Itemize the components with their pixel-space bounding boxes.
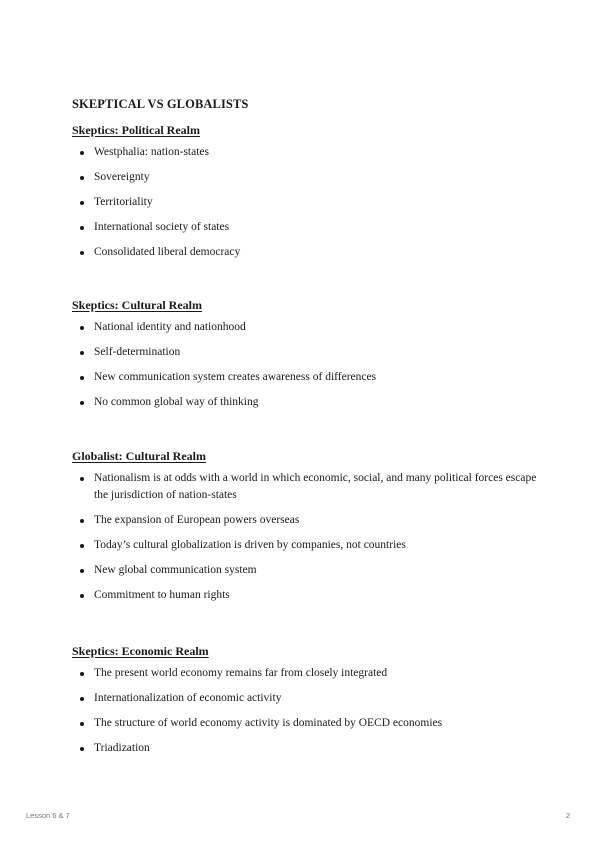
footer-lesson-label: Lesson 6 & 7: [26, 811, 70, 820]
list-item: [72, 740, 542, 757]
list-item-text: International society of states: [94, 221, 230, 233]
list-item-text: The present world economy remains far from closely integrated: [94, 667, 388, 679]
list-item: [72, 169, 542, 186]
bullet-icon: [80, 697, 84, 701]
section-skeptics-cultural: [72, 297, 542, 411]
list-item: [72, 194, 542, 211]
page-title: SKEPTICAL VS GLOBALISTS: [72, 97, 249, 111]
list-item: [72, 369, 542, 386]
list-item: [72, 665, 542, 682]
list-item: [72, 562, 542, 579]
bullet-icon: [80, 226, 84, 230]
bullet-icon: [80, 722, 84, 726]
list-item: [72, 394, 542, 411]
bullet-list: [72, 144, 542, 261]
bullet-icon: [80, 251, 84, 255]
bullet-icon: [80, 594, 84, 598]
section-skeptics-political: [72, 122, 542, 261]
list-item: [72, 512, 542, 529]
list-item-text: Self-determination: [94, 346, 181, 358]
list-item: [72, 715, 542, 732]
list-item-text: Territoriality: [94, 196, 153, 208]
bullet-list: [72, 470, 542, 604]
bullet-icon: [80, 401, 84, 405]
list-item-text: National identity and nationhood: [94, 321, 246, 333]
list-item-text: Nationalism is at odds with a world in which economic, social, and many political forces escape the jurisdiction of nation-states: [94, 472, 537, 501]
bullet-icon: [80, 544, 84, 548]
bullet-icon: [80, 519, 84, 523]
list-item: [72, 219, 542, 236]
list-item: [72, 244, 542, 261]
list-item: [72, 690, 542, 707]
section-skeptics-economic: [72, 643, 542, 757]
list-item-text: New global communication system: [94, 564, 257, 576]
section-heading: Skeptics: Political Realm: [72, 123, 200, 137]
list-item-text: The expansion of European powers overseas: [94, 514, 300, 526]
bullet-icon: [80, 477, 84, 481]
bullet-icon: [80, 176, 84, 180]
footer-page-number: 2: [565, 811, 570, 820]
bullet-list: [72, 319, 542, 411]
list-item: [72, 144, 542, 161]
bullet-list: [72, 665, 542, 757]
list-item: [72, 537, 542, 554]
list-item-text: Sovereignty: [94, 171, 150, 183]
bullet-icon: [80, 672, 84, 676]
list-item-text: Today’s cultural globalization is driven by companies, not countries: [94, 539, 406, 551]
bullet-icon: [80, 326, 84, 330]
list-item-text: Consolidated liberal democracy: [94, 246, 241, 258]
list-item-text: Internationalization of economic activity: [94, 692, 282, 704]
list-item: [72, 319, 542, 336]
bullet-icon: [80, 747, 84, 751]
list-item-text: New communication system creates awareness of differences: [94, 371, 377, 383]
bullet-icon: [80, 351, 84, 355]
bullet-icon: [80, 201, 84, 205]
list-item: [72, 344, 542, 361]
list-item-text: Triadization: [94, 742, 150, 754]
section-heading: Skeptics: Economic Realm: [72, 644, 209, 658]
list-item-text: The structure of world economy activity is dominated by OECD economies: [94, 717, 443, 729]
section-heading: Skeptics: Cultural Realm: [72, 298, 202, 312]
bullet-icon: [80, 376, 84, 380]
list-item-text: No common global way of thinking: [94, 396, 259, 408]
list-item: [72, 587, 542, 604]
bullet-icon: [80, 569, 84, 573]
list-item: [72, 470, 542, 504]
section-heading: Globalist: Cultural Realm: [72, 449, 206, 463]
list-item-text: Westphalia: nation-states: [94, 146, 209, 158]
bullet-icon: [80, 151, 84, 155]
section-globalist-cultural: [72, 448, 542, 604]
list-item-text: Commitment to human rights: [94, 589, 230, 601]
